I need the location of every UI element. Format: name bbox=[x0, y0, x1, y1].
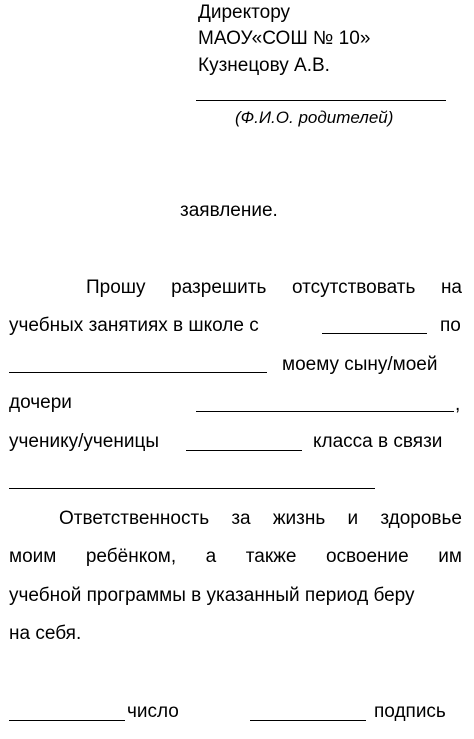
word: за bbox=[231, 508, 251, 529]
document-title: заявление. bbox=[180, 200, 278, 221]
word: разрешить bbox=[171, 277, 267, 298]
word: также bbox=[245, 546, 297, 567]
parent-name-line bbox=[196, 100, 446, 101]
paragraph2-row3: учебной программы в указанный период беру bbox=[9, 585, 415, 606]
word: освоение bbox=[325, 546, 409, 567]
reason-line bbox=[9, 488, 375, 489]
signature-label: подпись bbox=[374, 701, 446, 722]
word: Ответственность bbox=[59, 508, 210, 529]
paragraph1-row5-end: класса в связи bbox=[313, 431, 443, 452]
date-to-line bbox=[9, 372, 267, 373]
word: моим bbox=[9, 546, 57, 567]
addressee-name: Кузнецову А.В. bbox=[198, 55, 330, 76]
signature-line bbox=[250, 720, 366, 721]
paragraph1-row1 bbox=[9, 277, 462, 299]
paragraph1-row2-end: по bbox=[440, 315, 461, 336]
paragraph2-row4: на себя. bbox=[9, 623, 82, 644]
date-label: число bbox=[127, 701, 179, 722]
class-line bbox=[186, 450, 302, 451]
word: а bbox=[205, 546, 217, 567]
date-from-line bbox=[322, 333, 427, 334]
word: Прошу bbox=[86, 277, 146, 298]
date-signature-line bbox=[9, 720, 125, 721]
word: и bbox=[347, 508, 359, 529]
addressee-school: МАОУ«СОШ № 10» bbox=[198, 28, 371, 49]
word: ребёнком, bbox=[85, 546, 177, 567]
paragraph2-row1 bbox=[9, 508, 462, 530]
parent-name-caption: (Ф.И.О. родителей) bbox=[235, 108, 394, 127]
word: им bbox=[438, 546, 462, 567]
word: здоровье bbox=[380, 508, 462, 529]
child-name-line bbox=[196, 411, 454, 412]
paragraph1-row5-text: ученику/ученицы bbox=[9, 431, 159, 452]
paragraph2-row2 bbox=[9, 546, 462, 568]
word: жизнь bbox=[272, 508, 326, 529]
word: на bbox=[440, 277, 462, 298]
paragraph1-row4-end: , bbox=[455, 394, 461, 415]
addressee-title: Директору bbox=[198, 2, 291, 23]
paragraph1-row3-text: моему сыну/моей bbox=[282, 354, 438, 375]
paragraph1-row2-text: учебных занятиях в школе с bbox=[9, 315, 259, 336]
word: отсутствовать bbox=[291, 277, 416, 298]
paragraph1-row4-text: дочери bbox=[9, 392, 72, 413]
